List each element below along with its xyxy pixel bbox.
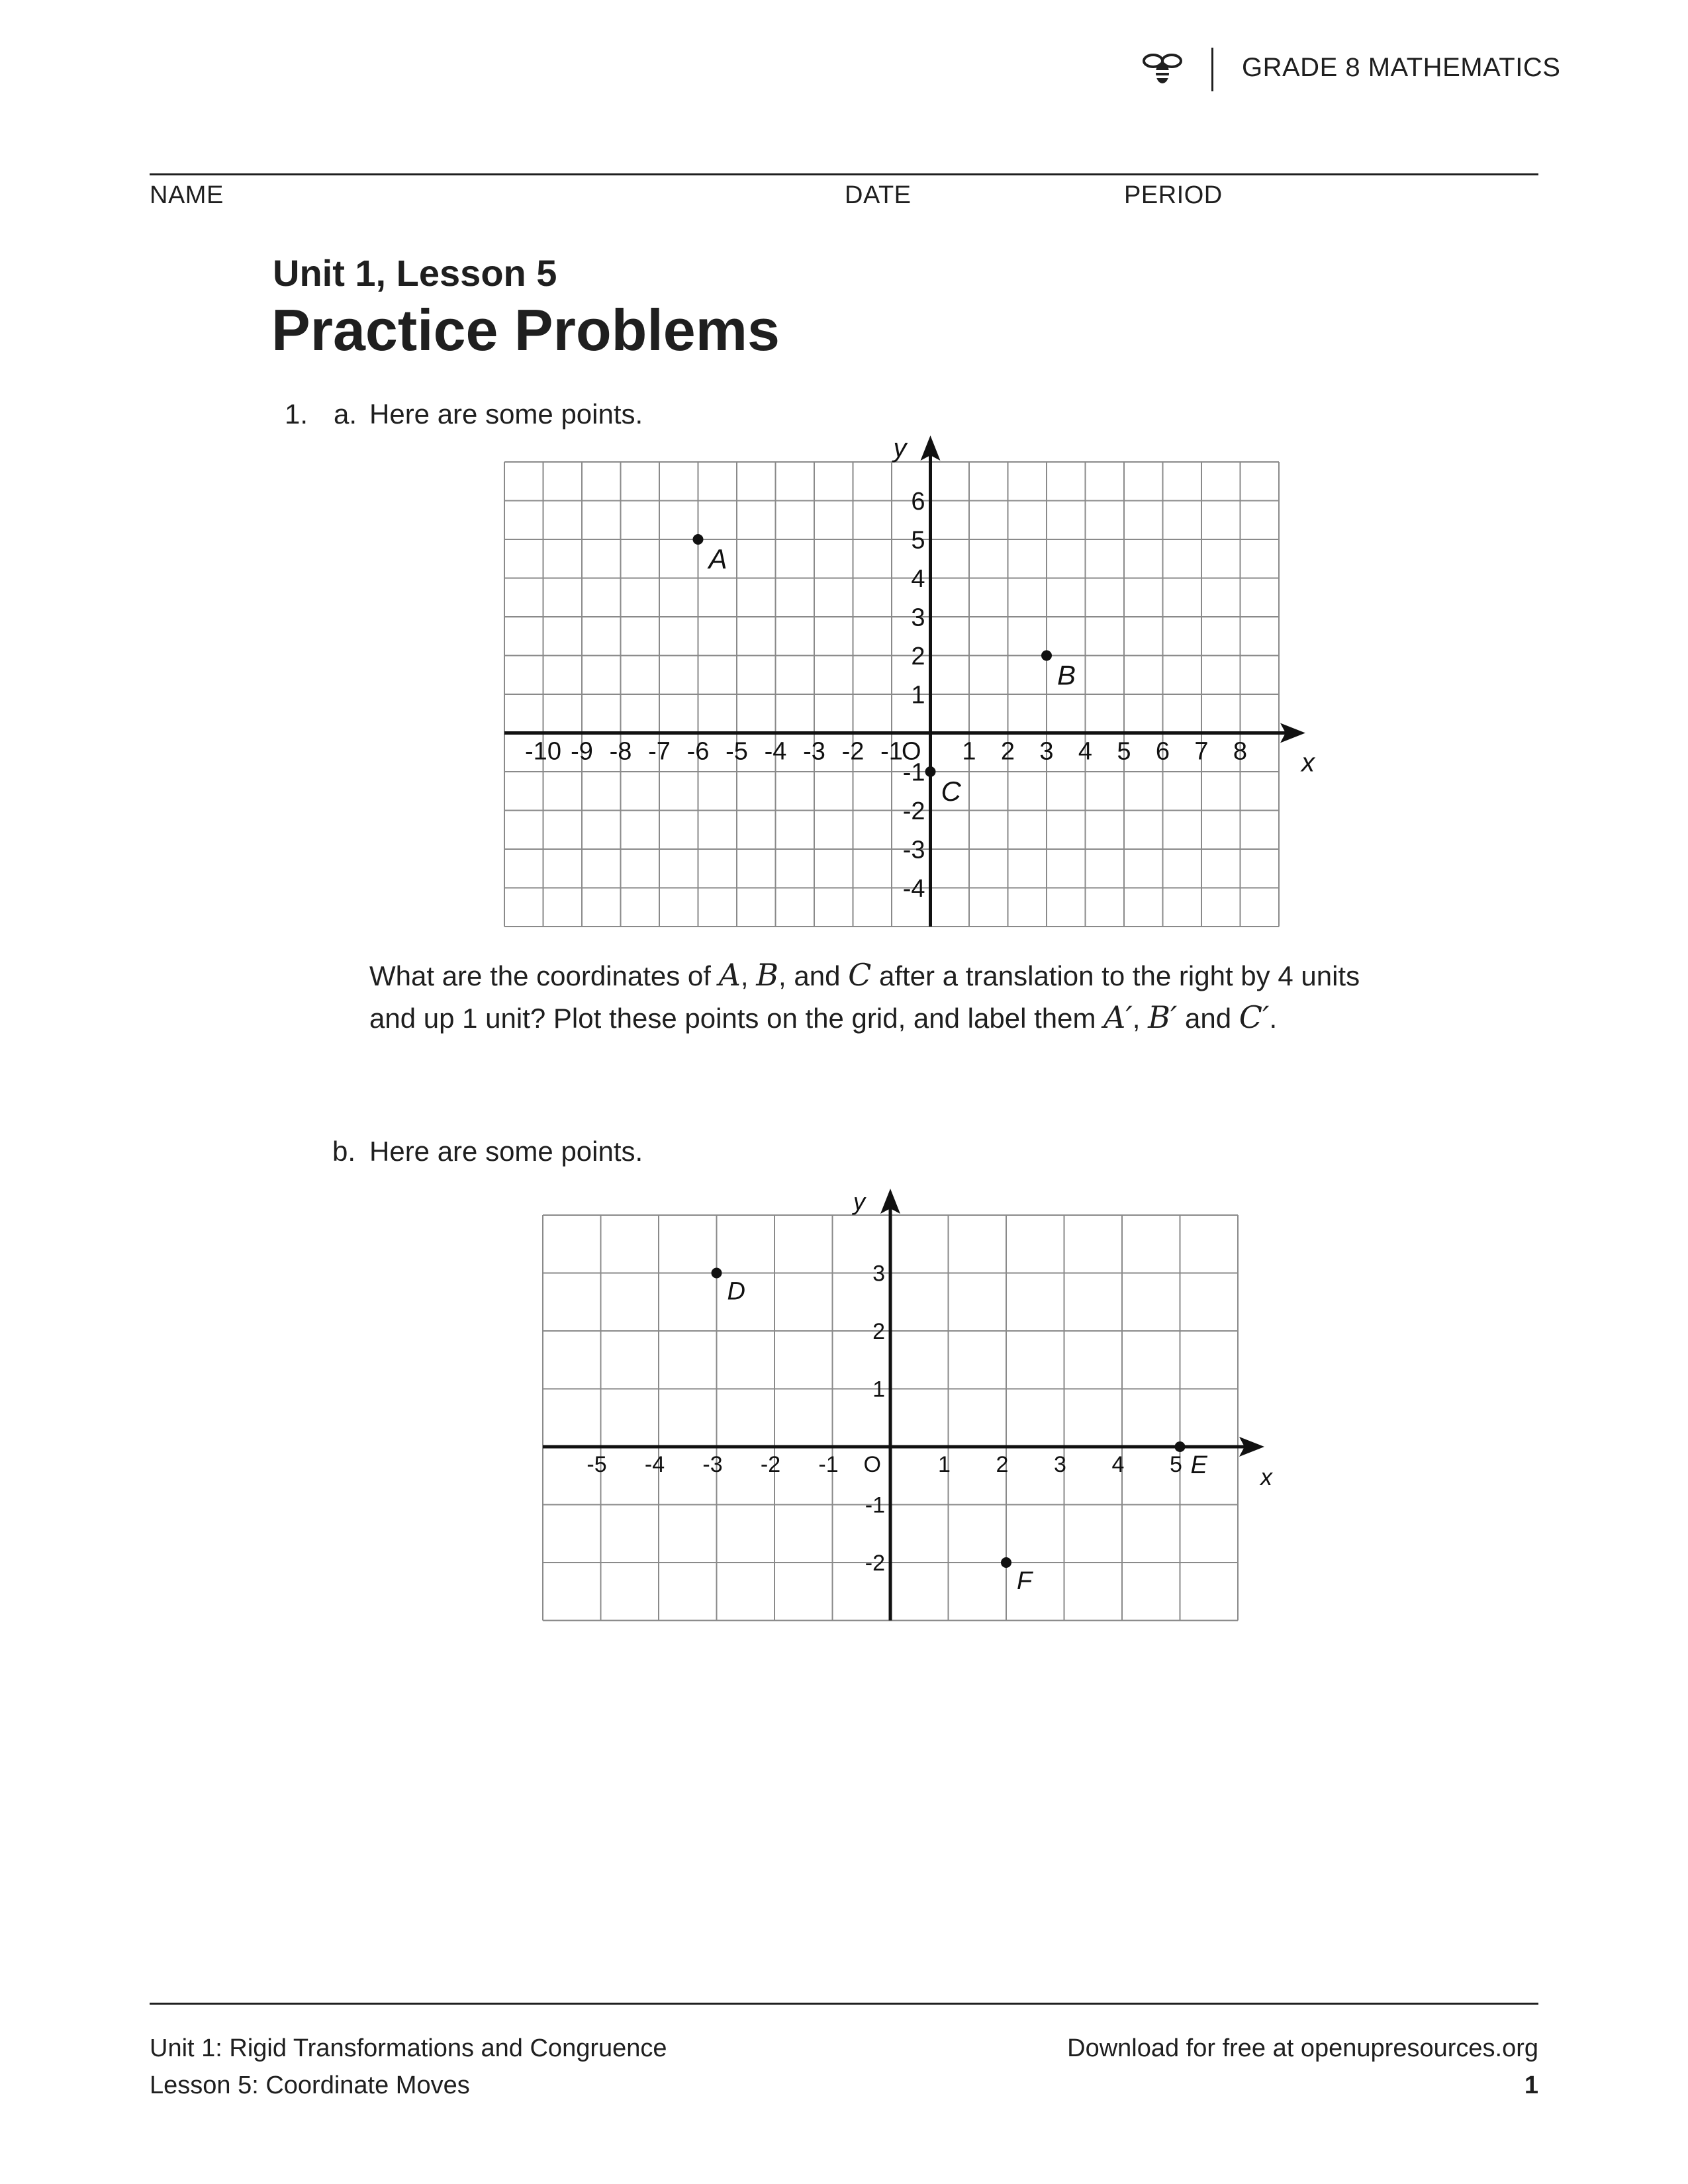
y-tick-label: -4 [902,875,925,903]
x-tick-label: 1 [962,737,976,766]
x-tick-label: -2 [841,737,865,766]
x-tick-label: 5 [1170,1452,1182,1477]
x-tick-label: -6 [686,737,710,766]
x-tick-label: -3 [803,737,825,766]
point-label-a: A [708,543,727,574]
question-line1-end: after a translation to the right by 4 units [879,960,1360,991]
course-title: GRADE 8 MATHEMATICS [1242,53,1561,82]
x-tick-label: -7 [648,737,671,766]
point-a-ref: A [718,957,741,993]
x-tick-label: -2 [760,1452,781,1477]
point-label-f: F [1017,1567,1033,1595]
y-tick-label: 1 [872,1377,885,1402]
y-tick-label: 2 [911,643,925,671]
x-tick-label: -1 [818,1452,839,1477]
x-tick-label: 1 [938,1452,951,1477]
part-a-label: a. [334,398,357,430]
and-text: , and [778,960,841,991]
period-mark: . [1269,1003,1278,1034]
x-tick-label: -10 [525,737,561,766]
x-tick-label: 7 [1194,737,1209,766]
point-b [1041,651,1052,661]
x-tick-label: 5 [1117,737,1131,766]
header-separator [1211,48,1213,91]
x-tick-label: -8 [609,737,632,766]
x-tick-label: 3 [1039,737,1054,766]
x-tick-label: -4 [764,737,787,766]
y-tick-label: 6 [911,488,925,516]
unit-lesson-heading: Unit 1, Lesson 5 [273,252,557,294]
page-title: Practice Problems [271,297,780,363]
point-c [925,766,936,777]
x-axis-label: x [1301,748,1315,778]
point-d [712,1268,722,1279]
y-tick-label: 1 [911,681,925,709]
x-tick-label: 4 [1111,1452,1125,1477]
y-axis-label: y [893,433,907,463]
point-f [1001,1557,1011,1568]
y-tick-label: -1 [902,758,925,787]
comma: , [740,960,749,991]
point-label-d: D [727,1277,745,1306]
part-b-label: b. [332,1136,356,1167]
x-tick-label: -4 [644,1452,665,1477]
y-tick-label: 2 [872,1319,885,1345]
point-a [693,534,704,545]
point-a-prime-ref: A′ [1103,999,1133,1035]
footer-unit: Unit 1: Rigid Transformations and Congruence [150,2034,667,2062]
point-c-prime-ref: C′ [1239,999,1270,1035]
point-label-c: C [941,776,961,807]
y-tick-label: -2 [902,797,925,826]
point-b-ref: B [756,957,779,993]
y-tick-label: 3 [911,604,925,632]
point-b-prime-ref: B′ [1148,999,1178,1035]
x-tick-label: -5 [586,1452,607,1477]
bottom-rule [150,2003,1538,2005]
top-rule [150,173,1538,175]
origin-label: O [863,1452,881,1477]
question-line1-start: What are the coordinates of [369,960,711,991]
origin-label: O [901,737,921,766]
x-tick-label: 3 [1054,1452,1066,1477]
comma: , [1132,1003,1141,1034]
x-tick-label: 2 [1000,737,1015,766]
y-tick-label: 3 [872,1261,885,1287]
part-a-intro: Here are some points. [369,398,643,430]
point-e [1175,1441,1186,1452]
point-label-e: E [1190,1451,1207,1479]
question-line2-start: and up 1 unit? Plot these points on the grid, and label them [369,1003,1096,1034]
period-field-label: PERIOD [1124,181,1223,209]
y-tick-label: -3 [902,836,925,864]
point-label-b: B [1057,659,1076,691]
problem-number: 1. [285,398,308,430]
y-tick-label: -2 [865,1551,885,1576]
x-tick-label: -9 [571,737,593,766]
x-tick-label: 2 [996,1452,1009,1477]
y-tick-label: 5 [911,526,925,555]
part-b-intro: Here are some points. [369,1136,643,1167]
y-tick-label: 4 [911,565,925,594]
and-text: and [1185,1003,1232,1034]
point-c-ref: C [848,957,872,993]
x-tick-label: -1 [880,737,903,766]
y-axis-label: y [853,1188,865,1215]
x-tick-label: 6 [1155,737,1170,766]
y-tick-label: -1 [865,1492,885,1518]
x-tick-label: 8 [1233,737,1248,766]
footer-lesson: Lesson 5: Coordinate Moves [150,2071,470,2099]
coordinate-grid-a [463,433,1324,940]
page-number: 1 [1524,2071,1538,2099]
footer-download: Download for free at openupresources.org [1067,2034,1538,2062]
part-a-question [369,954,1360,1039]
bee-logo-icon [1139,45,1186,93]
x-tick-label: -5 [726,737,748,766]
name-field-label: NAME [150,181,224,209]
coordinate-grid-b [523,1188,1272,1628]
x-tick-label: -3 [702,1452,723,1477]
x-axis-label: x [1260,1463,1272,1490]
x-tick-label: 4 [1078,737,1093,766]
date-field-label: DATE [845,181,912,209]
